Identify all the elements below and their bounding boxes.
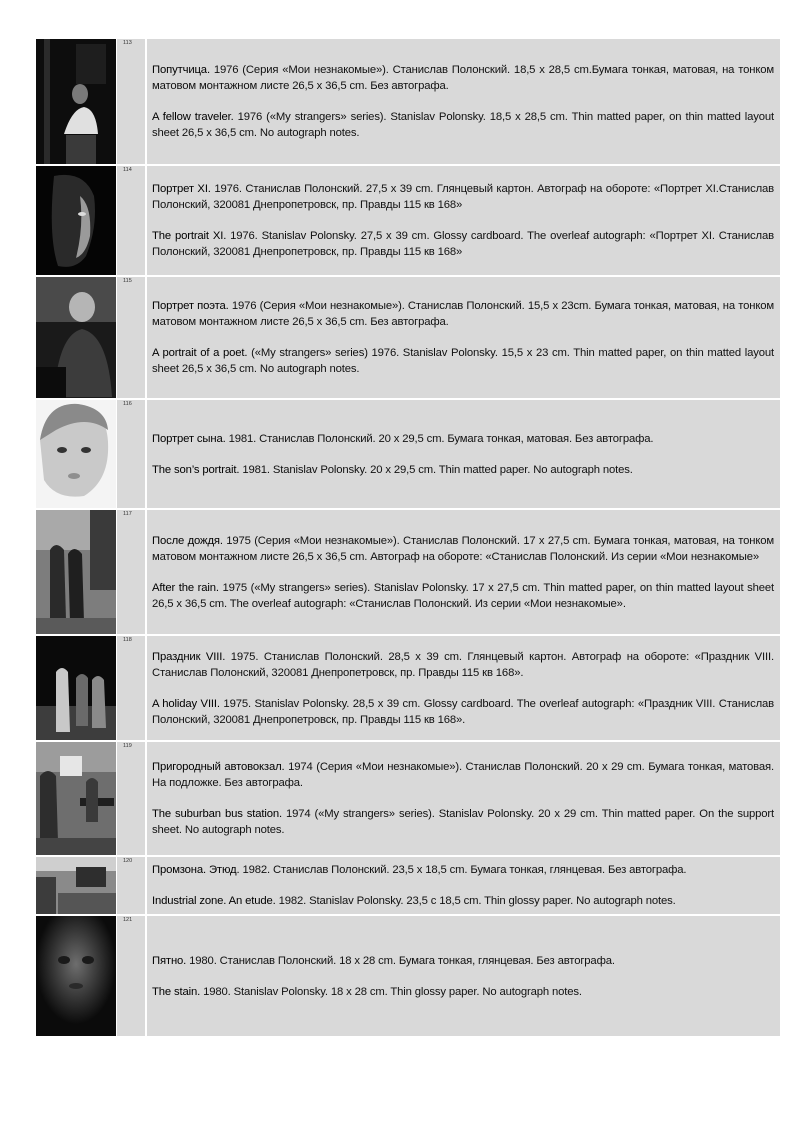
english-title: The suburban bus station. (152, 808, 282, 820)
russian-description (152, 62, 774, 94)
table-row (36, 400, 780, 508)
entry-number: 114 (123, 167, 132, 173)
russian-title: Попутчица. (152, 64, 210, 76)
photo-thumbnail (36, 510, 116, 634)
english-description (152, 580, 774, 612)
photo-thumbnail (36, 39, 116, 164)
russian-details: 1981. Станислав Полонский. 20 х 29,5 cm. Бумага тонкая, матовая. Без автографа. (225, 432, 654, 445)
russian-details: 1976. Станислав Полонский. 27,5 х 39 cm. Глянцевый картон. Автограф на обороте: «Портрет XI.Станислав Полонский, 320081 Днепропетровск, пр. Правды 115 кв 168» (152, 183, 774, 211)
russian-description (152, 431, 774, 447)
russian-title: Пятно. (152, 954, 187, 967)
english-title: The stain. (152, 985, 201, 998)
english-description (152, 345, 774, 377)
photo-thumbnail (36, 277, 116, 398)
photo-thumbnail (36, 400, 116, 508)
english-description (152, 462, 774, 478)
english-details: 1982. Stanislav Polonsky. 23,5 c 18,5 cm. Thin glossy paper. No autograph notes. (275, 895, 676, 907)
english-title: Industrial zone. An etude. (152, 895, 276, 907)
english-description (152, 984, 774, 1000)
russian-details: 1982. Станислав Полонский. 23,5 х 18,5 cm. Бумага тонкая, глянцевая. Без автографа. (239, 864, 687, 876)
russian-title: Портрет поэта. (152, 300, 229, 312)
russian-title: Портрет сына. (152, 432, 226, 445)
english-details: 1975 («My strangers» series). Stanislav Polonsky. 17 x 27,5 cm. Thin matted paper, on thin matted layout sheet 26,5 x 36,5 cm. The overleaf autograph: «Станислав Полонский. Из серии «Мои незнакомые». (152, 581, 774, 610)
entry-number: 119 (123, 743, 132, 749)
table-row (36, 277, 780, 398)
russian-description (152, 862, 774, 878)
english-description (152, 228, 774, 260)
russian-title: Портрет XI. (152, 183, 211, 195)
russian-details: 1974 (Серия «Мои незнакомые»). Станислав Полонский. 20 х 29 cm. Бумага тонкая, матовая. На подложке. Без автографа. (152, 761, 774, 789)
english-title: After the rain. (152, 581, 219, 594)
english-title: A portrait of a poet. (152, 347, 248, 359)
english-details: 1975. Stanislav Polonsky. 28,5 x 39 cm. Glossy cardboard. The overleaf autograph: «Праздник VIII. Станислав Полонский, 320081 Днепропетровск, пр. Правды 115 кв 168». (152, 697, 774, 726)
english-title: A holiday VIII. (152, 697, 220, 710)
english-description (152, 806, 774, 838)
russian-details: 1976 (Серия «Мои незнакомые»). Станислав Полонский. 15,5 х 23cm. Бумага тонкая, матовая, на тонком матовом монтажном листе 26,5 х 36,5 cm. Без автографа. (152, 300, 775, 328)
english-title: The son’s portrait. (152, 463, 240, 476)
table-row (36, 166, 780, 275)
english-details: 1980. Stanislav Polonsky. 18 x 28 cm. Thin glossy paper. No autograph notes. (200, 985, 582, 998)
english-description (152, 696, 774, 728)
english-description (152, 109, 774, 141)
russian-description (152, 649, 774, 681)
english-details: 1976. Stanislav Polonsky. 27,5 x 39 cm. Glossy cardboard. The overleaf autograph: «Портрет XI. Станислав Полонский, 320081 Днепропетровск, пр. Правды 115 кв 168» (152, 230, 774, 258)
entry-number: 118 (123, 637, 132, 643)
entry-number: 121 (123, 917, 133, 923)
russian-description (152, 181, 774, 213)
entry-number: 113 (123, 40, 132, 46)
russian-title: Пригородный автовокзал. (152, 761, 285, 773)
table-row (36, 742, 780, 855)
photo-thumbnail (36, 916, 116, 1036)
entry-number: 115 (123, 278, 132, 284)
entry-number: 120 (123, 858, 133, 864)
table-row (36, 857, 780, 914)
english-description (152, 893, 774, 909)
entry-number: 117 (123, 511, 132, 517)
russian-details: 1975 (Серия «Мои незнакомые»). Станислав Полонский. 17 х 27,5 cm. Бумага тонкая, матовая, на тонком матовом монтажном листе 26,5 х 36,5 cm. Автограф на обороте: «Станислав Полонский. Из серии «Мои незнакомые» (152, 534, 774, 563)
russian-description (152, 953, 774, 969)
table-row (36, 510, 780, 634)
entry-number: 116 (123, 401, 132, 407)
english-title: A fellow traveler. (152, 111, 234, 123)
photo-thumbnail (36, 857, 116, 914)
table-row (36, 636, 780, 740)
photo-thumbnail (36, 166, 116, 275)
russian-details: 1980. Станислав Полонский. 18 х 28 cm. Бумага тонкая, глянцевая. Без автографа. (186, 954, 615, 967)
russian-title: Праздник VIII. (152, 650, 226, 663)
table-row (36, 39, 780, 164)
english-title: The portrait XI. (152, 230, 227, 242)
english-details: («My strangers» series) 1976. Stanislav Polonsky. 15,5 x 23 cm. Thin matted paper, on thin matted layout sheet 26,5 x 36,5 cm. No autograph notes. (152, 347, 774, 375)
photo-thumbnail (36, 742, 116, 855)
english-details: 1981. Stanislav Polonsky. 20 x 29,5 cm. Thin matted paper. No autograph notes. (239, 463, 633, 476)
russian-description (152, 533, 774, 565)
russian-title: Промзона. Этюд. (152, 864, 240, 876)
russian-title: После дождя. (152, 534, 223, 547)
table-row (36, 916, 780, 1036)
russian-description (152, 759, 774, 791)
russian-description (152, 298, 774, 330)
english-details: 1974 («My strangers» series). Stanislav Polonsky. 20 x 29 cm. Thin matted paper. On the support sheet. No autograph notes. (152, 808, 774, 836)
russian-details: 1975. Станислав Полонский. 28,5 х 39 cm. Глянцевый картон. Автограф на обороте: «Праздник VIII. Станислав Полонский, 320081 Днепропетровск, пр. Правды 115 кв 168». (152, 650, 774, 679)
english-details: 1976 («My strangers» series). Stanislav Polonsky. 18,5 x 28,5 cm. Thin matted paper, on thin matted layout sheet 26,5 x 36,5 cm. No autograph notes. (152, 111, 774, 139)
russian-details: 1976 (Серия «Мои незнакомые»). Станислав Полонский. 18,5 х 28,5 cm.Бумага тонкая, матовая, на тонком матовом монтажном листе 26,5 х 36,5 cm. Без автографа. (152, 64, 774, 92)
photo-thumbnail (36, 636, 116, 740)
